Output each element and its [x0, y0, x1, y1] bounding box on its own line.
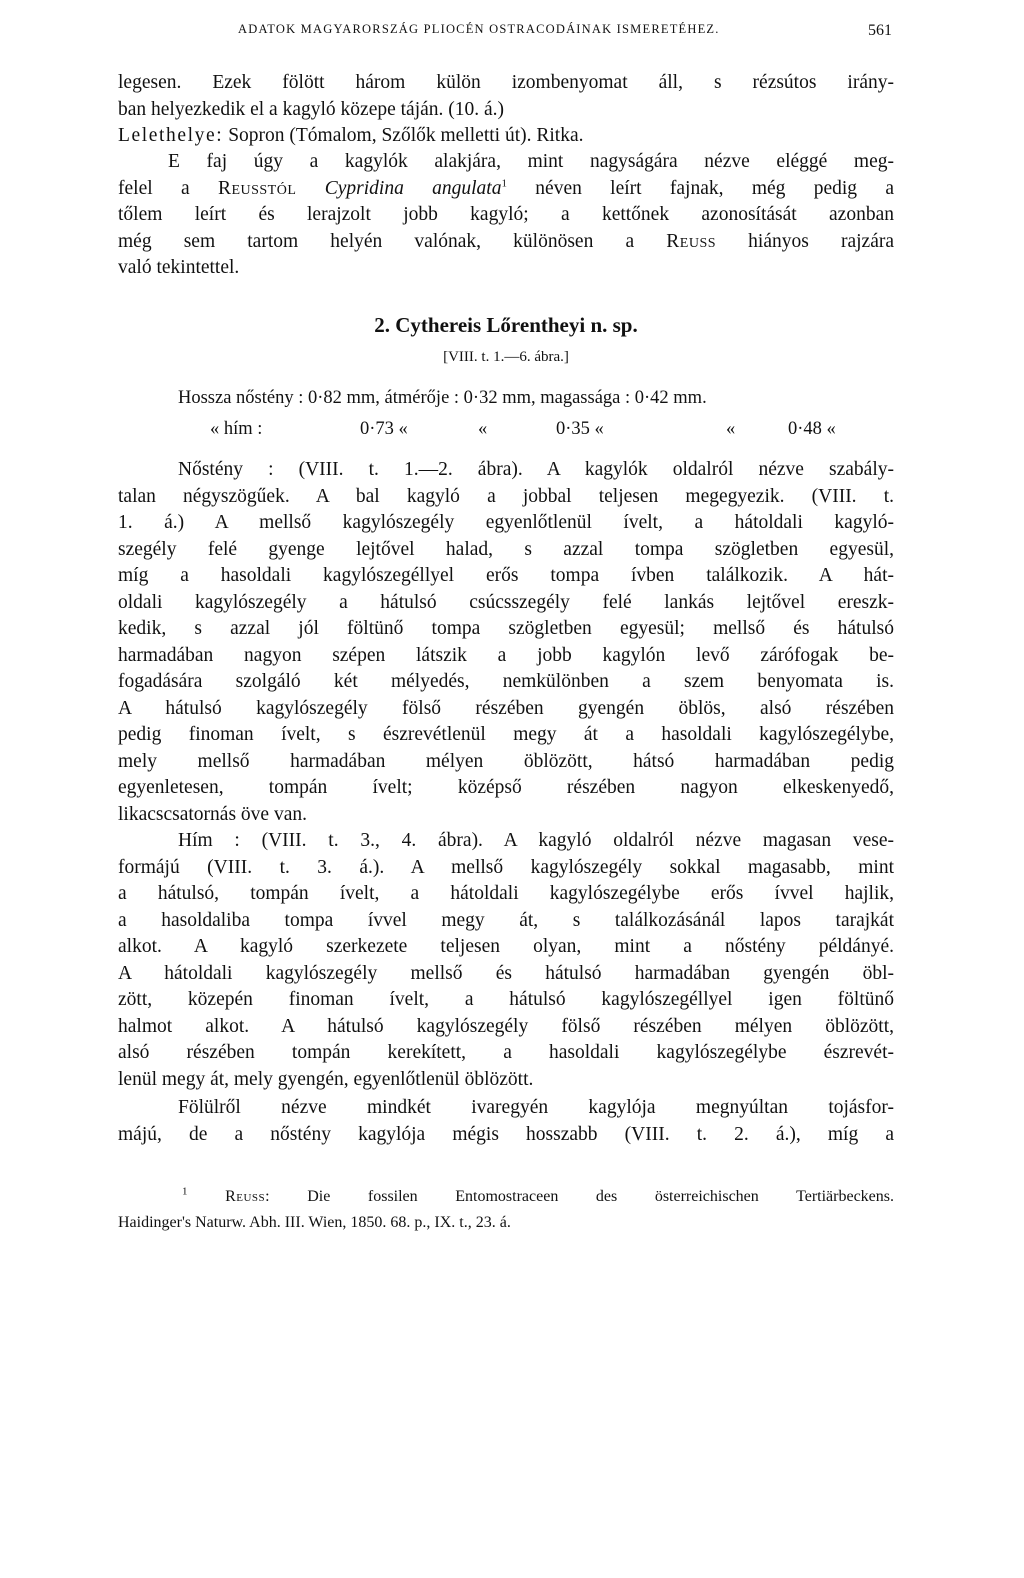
running-header	[118, 22, 892, 44]
text-line: talan négyszögűek. A bal kagyló a jobbal teljesen megegyezik. (VIII. t.	[118, 485, 894, 507]
footnote-text: : Die fossilen Entomostraceen des österreichischen Tertiärbeckens.	[265, 1188, 895, 1205]
text-line: egyenletesen, tompán ívelt; középső részében nagyon elkeskenyedő,	[118, 777, 894, 798]
text-line: a hasoldaliba tompa ívvel megy át, s találkozásánál lapos tarajkát	[118, 909, 894, 931]
male-description	[118, 828, 894, 1093]
text-span: felel a	[118, 177, 218, 199]
text-line: mely mellső harmadában mélyen öblözött, hátsó harmadában pedig	[118, 750, 894, 772]
text-line: A hátoldali kagylószegély mellső és hátulsó harmadában gyengén öbl-	[118, 962, 894, 984]
text-line: likacscsatornás öve van.	[118, 803, 307, 825]
text-line: lenül megy át, mely gyengén, egyenlőtlenül öblözött.	[118, 1068, 534, 1090]
text-line: halmot alkot. A hátulsó kagylószegély fölső részében mélyen öblözött,	[118, 1015, 894, 1037]
measurement-male-diameter: 0·35 «	[556, 419, 604, 439]
species-heading: 2. Cythereis Lőrentheyi n. sp.	[374, 313, 638, 337]
footnote-line: Haidinger's Naturw. Abh. III. Wien, 1850. 68. p., IX. t., 23. á.	[118, 1214, 511, 1231]
measurement-ditto: «	[478, 419, 488, 439]
locality-line	[118, 123, 894, 150]
text-line: májú, de a nőstény kagylója mégis hosszabb (VIII. t. 2. á.), míg a	[118, 1123, 894, 1145]
text-line: formájú (VIII. t. 3. á.). A mellső kagylószegély sokkal magasabb, mint	[118, 856, 894, 878]
measurement-male-label: « hím :	[210, 419, 263, 439]
text-line: A hátulsó kagylószegély fölső részében gyengén öblös, alsó részében	[118, 697, 894, 719]
locality-label: Lelethelye:	[118, 125, 224, 146]
text-line: kedik, s azzal jól föltünő tompa szögletben egyesül; mellső és hátulsó	[118, 618, 894, 639]
plate-reference: [VIII. t. 1.—6. ábra.]	[443, 349, 569, 365]
locality-text: Sopron (Tómalom, Szőlők melletti út). Ritka.	[223, 125, 584, 146]
measurement-row-female: Hossza nőstény : 0·82 mm, átmérője : 0·32 mm, magassága : 0·42 mm.	[178, 388, 707, 408]
text-line: Nőstény : (VIII. t. 1.—2. ábra). A kagylók oldalról nézve szabály-	[178, 459, 894, 480]
text-line: alkot. A kagyló szerkezete teljesen olyan, mint a nőstény példányé.	[118, 936, 894, 957]
text-line: zött, közepén finoman ívelt, a hátulsó kagylószegéllyel igen föltünő	[118, 989, 894, 1010]
text-line: oldali kagylószegély a hátulsó csúcsszegély felé lankás lejtővel ereszk-	[118, 591, 894, 613]
text-line: szegély felé gyenge lejtővel halad, s azzal tompa szögletben egyesül,	[118, 538, 894, 560]
text-line: a hátulsó, tompán ívelt, a hátoldali kagylószegélybe erős ívvel hajlik,	[118, 883, 894, 904]
author-name: Reuss	[225, 1188, 266, 1205]
footnote-mark: 1	[501, 177, 507, 189]
footnote-line	[118, 1184, 894, 1210]
text-line: Fölülről nézve mindkét ivaregyén kagylója megnyúltan tojásfor-	[178, 1097, 894, 1118]
footnote-mark: 1	[182, 1185, 188, 1198]
text-line: E faj úgy a kagylók alakjára, mint nagyságára nézve eléggé meg-	[168, 151, 894, 172]
text-line: harmadában nagyon szépen látszik a jobb kagylón levő zárófogak be-	[118, 644, 894, 666]
author-name: Reusstól	[217, 177, 297, 199]
measurement-male-height: 0·48 «	[788, 419, 836, 439]
top-view-paragraph	[118, 1095, 894, 1148]
intro-paragraph	[118, 70, 894, 150]
running-title: ADATOK MAGYARORSZÁG PLIOCÉN OSTRACODÁINAK ISMERETÉHEZ.	[238, 22, 720, 36]
text-span: néven leírt fajnak, még pedig a	[506, 177, 895, 199]
text-span: hiányos rajzára	[716, 230, 894, 252]
text-line: tőlem leírt és lerajzolt jobb kagyló; a kettőnek azonosítását azonban	[118, 204, 894, 225]
text-line: pedig finoman ívelt, s észrevétlenül megy át a hasoldali kagylószegélybe,	[118, 724, 894, 745]
text-line: fogadására szolgáló két mélyedés, nemkülönben a szem benyomata is.	[118, 671, 894, 692]
text-line	[118, 176, 894, 203]
remark-paragraph	[118, 149, 894, 282]
text-line: Hím : (VIII. t. 3., 4. ábra). A kagyló oldalról nézve magasan vese-	[178, 830, 894, 851]
species-name: Cypridina angulata	[324, 177, 502, 199]
text-line: ban helyezkedik el a kagyló közepe táján. (10. á.)	[118, 98, 505, 120]
footnote	[118, 1184, 894, 1236]
text-line: alsó részében tompán kerekített, a hasoldali kagylószegélybe észrevét-	[118, 1042, 894, 1063]
text-line: legesen. Ezek fölött három külön izombenyomat áll, s rézsútos irány-	[118, 72, 894, 93]
text-span: még sem tartom helyén valónak, különösen a	[118, 230, 667, 252]
measurement-ditto: «	[726, 419, 736, 439]
measurement-male-length: 0·73 «	[360, 419, 408, 439]
text-span	[296, 178, 324, 199]
text-line: 1. á.) A mellső kagylószegély egyenlőtlenül ívelt, a hátoldali kagyló-	[118, 512, 894, 533]
text-line: való tekintettel.	[118, 257, 240, 278]
page-number: 561	[868, 22, 892, 39]
text-line	[118, 229, 894, 256]
author-name: Reuss	[666, 230, 717, 252]
text-line: míg a hasoldali kagylószegéllyel erős tompa ívben találkozik. A hát-	[118, 565, 894, 586]
female-description	[118, 457, 894, 828]
